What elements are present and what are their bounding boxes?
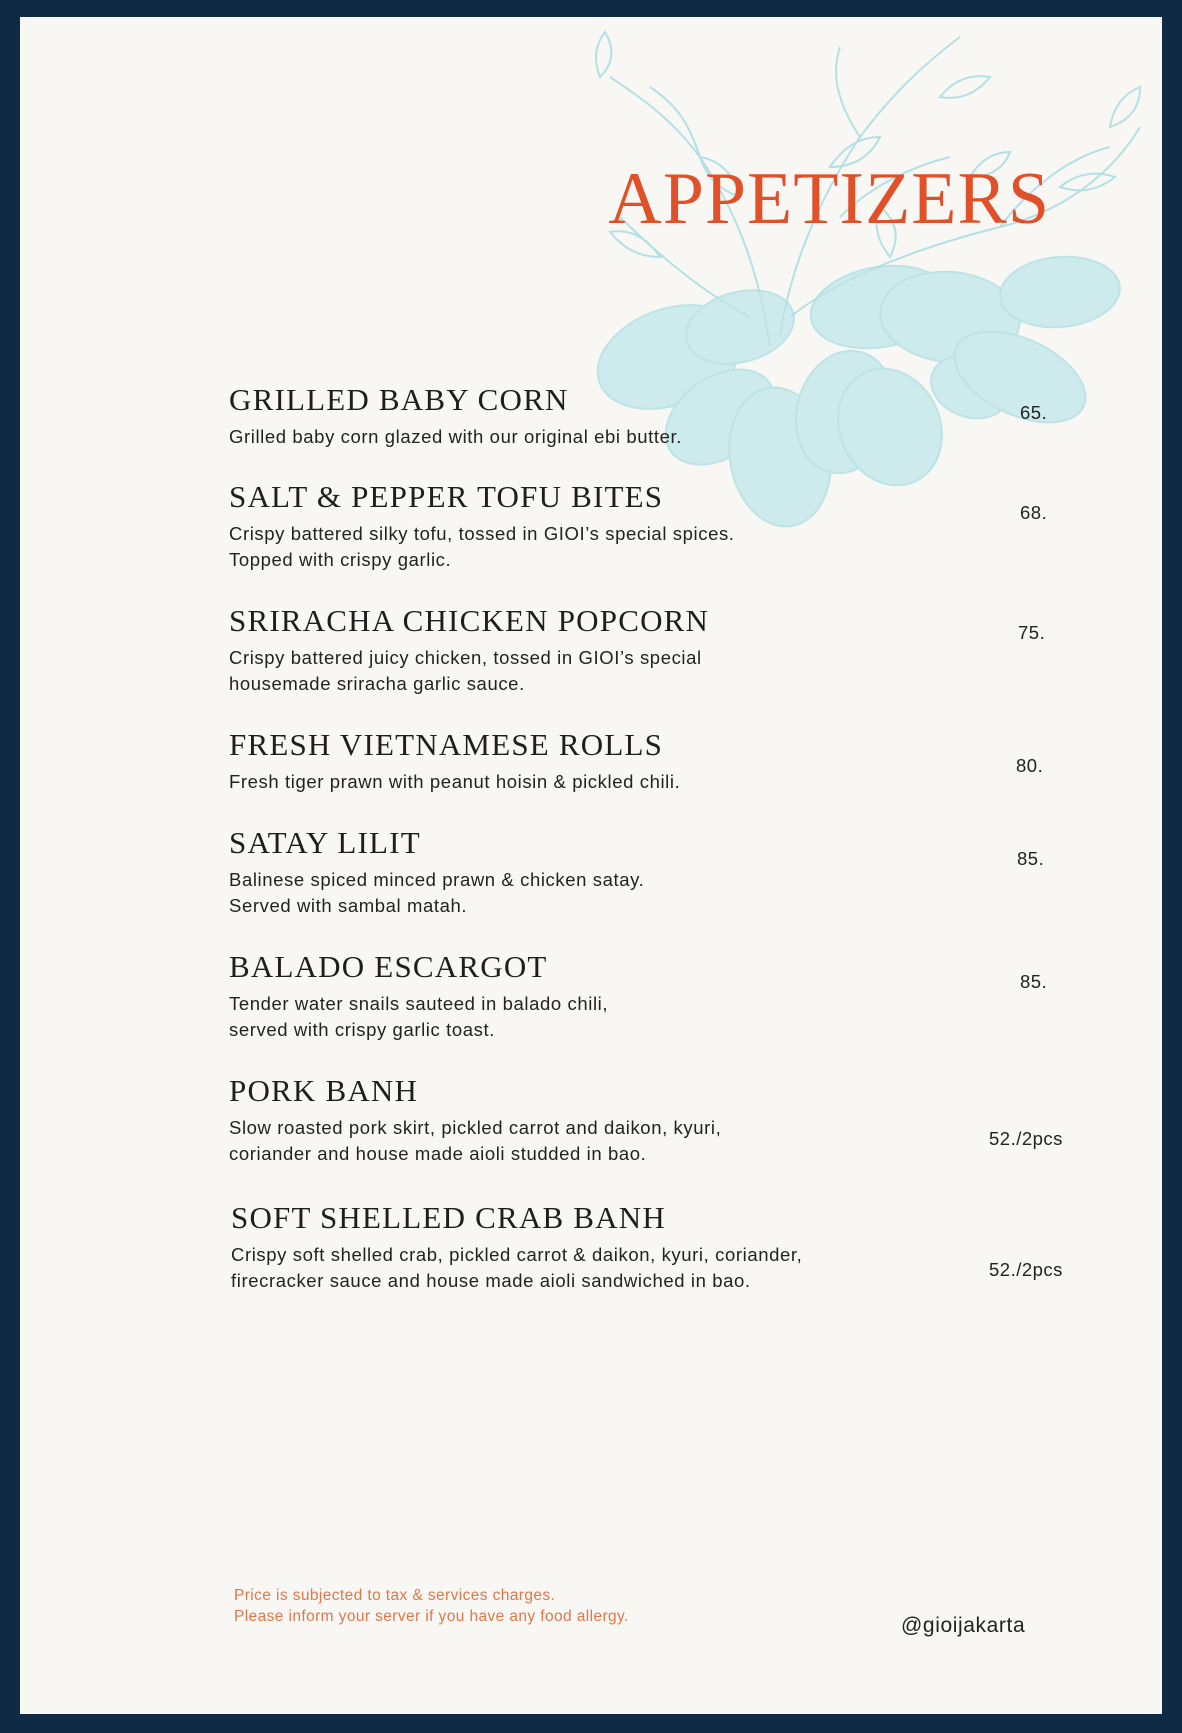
menu-title: APPETIZERS [608,158,1050,240]
menu-item-description: Crispy battered juicy chicken, tossed in GIOI’s special housemade sriracha garlic sauce. [229,647,702,694]
menu-item-list [20,17,1162,1714]
menu-item-description: Crispy soft shelled crab, pickled carrot & daikon, kyuri, coriander, firecracker sauce and house made aioli sandwiched in bao. [231,1244,803,1291]
menu-item-name: BALADO ESCARGOT [229,949,548,984]
menu-item-name: SATAY LILIT [229,825,421,860]
menu-item-price: 65. [1020,402,1048,423]
menu-item-description: Tender water snails sauteed in balado chili, served with crispy garlic toast. [229,993,609,1040]
menu-item-description: Grilled baby corn glazed with our original ebi butter. [229,426,682,447]
menu-item [229,825,1129,919]
menu-item-price: 85. [1017,848,1045,869]
social-handle: @gioijakarta [901,1614,1026,1637]
menu-item [229,603,1129,697]
menu-item-price: 52./2pcs [989,1259,1063,1280]
menu-item-price: 52./2pcs [989,1128,1063,1149]
menu-item-description: Crispy battered silky tofu, tossed in GIOI’s special spices. Topped with crispy garlic. [229,523,735,570]
menu-item-price: 85. [1020,971,1048,992]
menu-item [229,727,1129,795]
menu-item-name: FRESH VIETNAMESE ROLLS [229,727,664,762]
menu-item [229,1073,1129,1167]
menu-item-name: PORK BANH [229,1073,419,1108]
menu-item-description: Balinese spiced minced prawn & chicken satay. Served with sambal matah. [229,869,645,916]
footer-note: Price is subjected to tax & services charges. Please inform your server if you have any food allergy. [234,1587,629,1625]
menu-item-price: 68. [1020,502,1048,523]
menu-item-price: 80. [1016,755,1044,776]
menu-item-price: 75. [1018,622,1046,643]
menu-item [229,382,1129,450]
menu-item-description: Fresh tiger prawn with peanut hoisin & pickled chili. [229,771,681,792]
menu-item-name: GRILLED BABY CORN [229,382,569,417]
menu-item-name: SOFT SHELLED CRAB BANH [231,1200,666,1235]
menu-item [229,479,1129,573]
menu-item-name: SALT & PEPPER TOFU BITES [229,479,664,514]
menu-item-name: SRIRACHA CHICKEN POPCORN [229,603,710,638]
menu-page [20,17,1162,1714]
menu-item [229,949,1129,1043]
menu-item-description: Slow roasted pork skirt, pickled carrot and daikon, kyuri, coriander and house made aioli studded in bao. [229,1117,722,1164]
